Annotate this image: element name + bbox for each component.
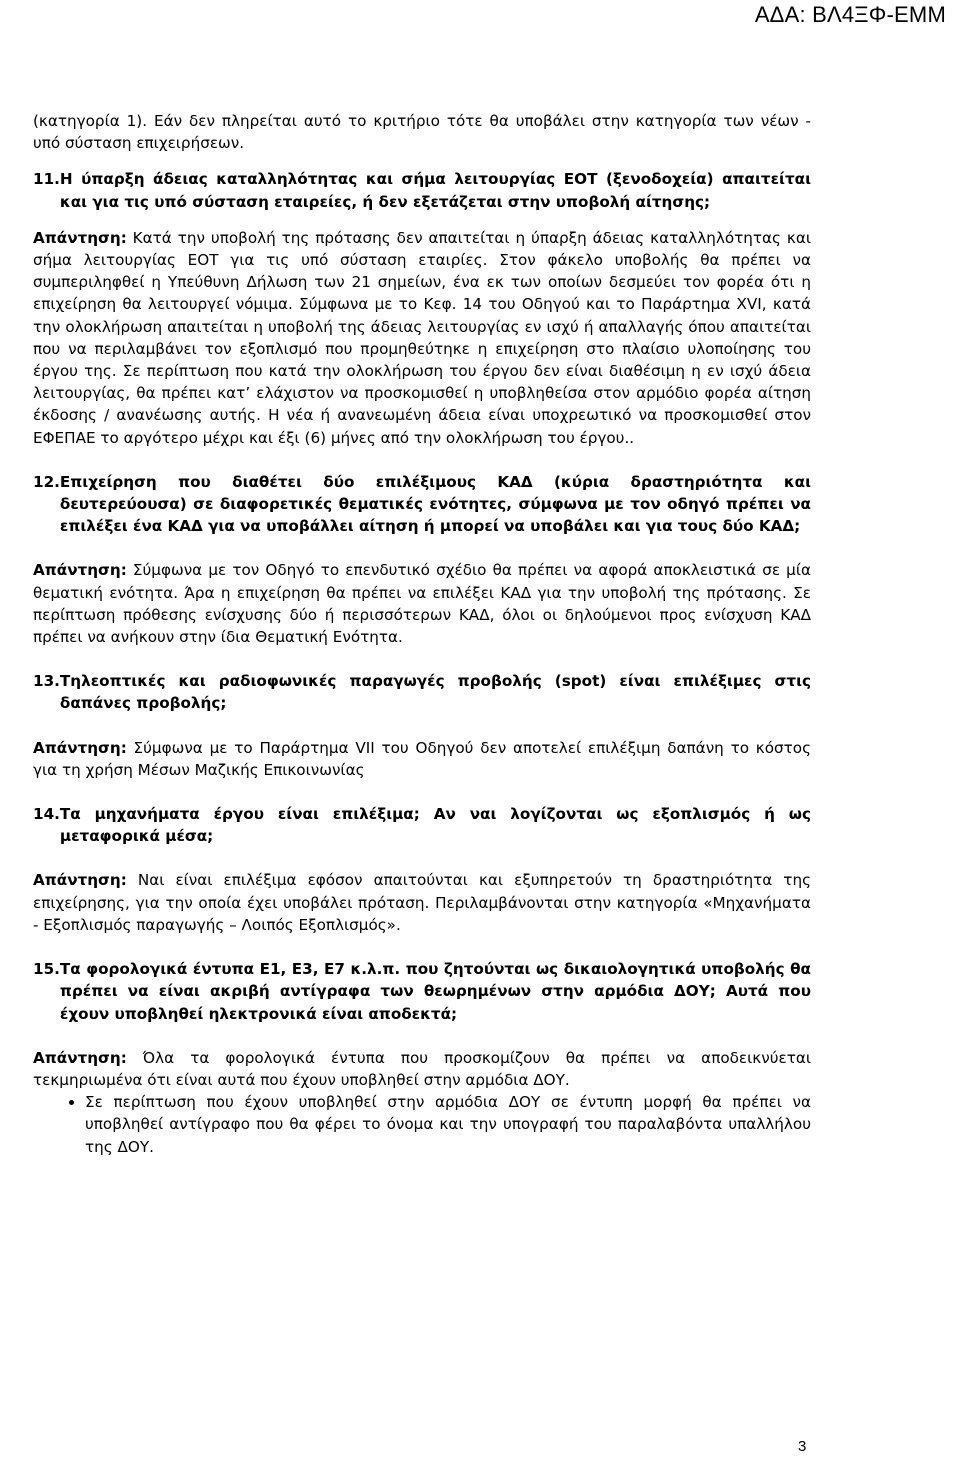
answer-label: Απάντηση: <box>33 871 127 890</box>
question-13 <box>33 670 811 714</box>
question-block-11 <box>33 168 811 448</box>
answer-text: Σύμφωνα με το Παράρτημα VII του Οδηγού δεν αποτελεί επιλέξιμη δαπάνη το κόστος για τη χρήση Μέσων Μαζικής Επικοινωνίας <box>33 738 811 779</box>
answer-text: Όλα τα φορολογικά έντυπα που προσκομίζουν θα πρέπει να αποδεικνύεται τεκμηριωμένα ότι είναι αυτά που έχουν υποβληθεί στην αρμόδια ΔΟΥ. <box>33 1048 811 1089</box>
document-body <box>33 110 811 1158</box>
answer-14 <box>33 869 811 936</box>
intro-paragraph: (κατηγορία 1). Εάν δεν πληρείται αυτό το κριτήριο τότε θα υποβάλει στην κατηγορία των νέων - υπό σύσταση επιχειρήσεων. <box>33 112 811 153</box>
question-text: Τα φορολογικά έντυπα Ε1, Ε3, Ε7 κ.λ.π. που ζητούνται ως δικαιολογητικά υποβολής θα πρέπει να είναι ακριβή αντίγραφα των θεωρημένων στην αρμόδια ΔΟΥ; Αυτά που έχουν υποβληθεί ηλεκτρονικά είναι αποδεκτά; <box>59 960 811 1023</box>
question-14 <box>33 803 811 847</box>
question-11 <box>33 168 811 212</box>
answer-label: Απάντηση: <box>33 738 127 757</box>
answer-label: Απάντηση: <box>33 228 127 247</box>
ada-code-header: ΑΔΑ: ΒΛ4ΞΦ-ΕΜΜ <box>754 2 946 27</box>
question-text: Τηλεοπτικές και ραδιοφωνικές παραγωγές προβολής (spot) είναι επιλέξιμες στις δαπάνες προβολής; <box>59 672 811 713</box>
answer-15-bullet-list <box>33 1091 811 1158</box>
list-item: • Σε περίπτωση που έχουν υποβληθεί στην αρμόδια ΔΟΥ σε έντυπη μορφή θα πρέπει να υποβληθεί αντίγραφο που θα φέρει το όνομα και την υπογραφή του παραλαβόντα υπαλλήλου της ΔΟΥ. <box>85 1091 811 1158</box>
question-number: 14. <box>33 805 60 824</box>
question-text: Η ύπαρξη άδειας καταλληλότητας και σήμα λειτουργίας ΕΟΤ (ξενοδοχεία) απαιτείται και για τις υπό σύσταση εταιρείες, ή δεν εξετάζεται στην υποβολή αίτησης; <box>59 170 811 211</box>
answer-15 <box>33 1047 811 1091</box>
question-number: 15. <box>33 960 60 979</box>
answer-text: Σύμφωνα με τον Οδηγό το επενδυτικό σχέδιο θα πρέπει να αφορά αποκλειστικά σε μία θεματική ενότητα. Άρα η επιχείρηση θα πρέπει να επιλέξει ΚΑΔ για την υποβολή της πρότασης. Σε περίπτωση πρόθεσης ενίσχυσης δύο ή περισσότερων ΚΑΔ, όλοι οι δηλούμενοι προς ενίσχυση ΚΑΔ πρέπει να ανήκουν στην ίδια Θεματική Ενότητα. <box>33 561 811 647</box>
answer-label: Απάντηση: <box>33 561 127 580</box>
question-number: 12. <box>33 472 60 491</box>
page-number: 3 <box>798 1438 807 1455</box>
question-text: Επιχείρηση που διαθέτει δύο επιλέξιμους ΚΑΔ (κύρια δραστηριότητα και δευτερεύουσα) σε διαφορετικές θεματικές ενότητες, σύμφωνα με τον οδηγό πρέπει να επιλέξει ένα ΚΑΔ για να υποβάλλει αίτηση ή μπορεί να υποβάλει και για τους δύο ΚΑΔ; <box>59 472 811 536</box>
answer-13 <box>33 737 811 781</box>
answer-11 <box>33 227 811 449</box>
question-block-13 <box>33 670 811 781</box>
question-12 <box>33 471 811 538</box>
question-block-15 <box>33 958 811 1158</box>
question-block-12 <box>33 471 811 648</box>
question-number: 13. <box>33 672 60 691</box>
answer-12 <box>33 559 811 648</box>
question-15 <box>33 958 811 1025</box>
question-number: 11. <box>33 170 60 189</box>
answer-text: Κατά την υποβολή της πρότασης δεν απαιτείται η ύπαρξη άδειας καταλληλότητας και σήμα λειτουργίας ΕΟΤ για τις υπό σύσταση εταιρίες. Στον φάκελο υποβολής θα πρέπει να συμπεριληφθεί η Υπεύθυνη Δήλωση των 21 σημείων, ένα εκ των οποίων δεσμεύει τον φορέα ότι η επιχείρηση θα λειτουργεί νόμιμα. Σύμφωνα με το Κεφ. 14 του Οδηγού και το Παράρτημα XVI, κατά την ολοκλήρωση απαιτείται η υποβολή της άδειας λειτουργίας εν ισχύ ή απαλλαγής όπου απαιτείται που να περιλαμβάνει τον εξοπλισμό που προμηθεύτηκε η επιχείρηση στο πλαίσιο υλοποίησης του έργου της. Σε περίπτωση που κατά την ολοκλήρωση του έργου δεν είναι διαθέσιμη η εν ισχύ άδεια λειτουργίας, θα πρέπει κατ’ ελάχιστον να προσκομισθεί η υποβληθείσα στον αρμόδιο φορέα αίτηση έκδοσης / ανανέωσης αυτής. Η νέα ή ανανεωμένη άδεια είναι υποχρεωτικό να προσκομισθεί στον ΕΦΕΠΑΕ το αργότερο μέχρι και έξι (6) μήνες από την ολοκλήρωση του έργου.. <box>33 228 811 447</box>
answer-label: Απάντηση: <box>33 1048 127 1067</box>
question-text: Τα μηχανήματα έργου είναι επιλέξιμα; Αν ναι λογίζονται ως εξοπλισμός ή ως μεταφορικά μέσα; <box>59 805 811 846</box>
answer-text: Ναι είναι επιλέξιμα εφόσον απαιτούνται και εξυπηρετούν τη δραστηριότητα της επιχείρησης, για την οποία έχει υποβάλει πρόταση. Περιλαμβάνονται στην κατηγορία «Μηχανήματα - Εξοπλισμός παραγωγής – Λοιπός Εξοπλισμός». <box>33 871 811 934</box>
question-block-14 <box>33 803 811 936</box>
